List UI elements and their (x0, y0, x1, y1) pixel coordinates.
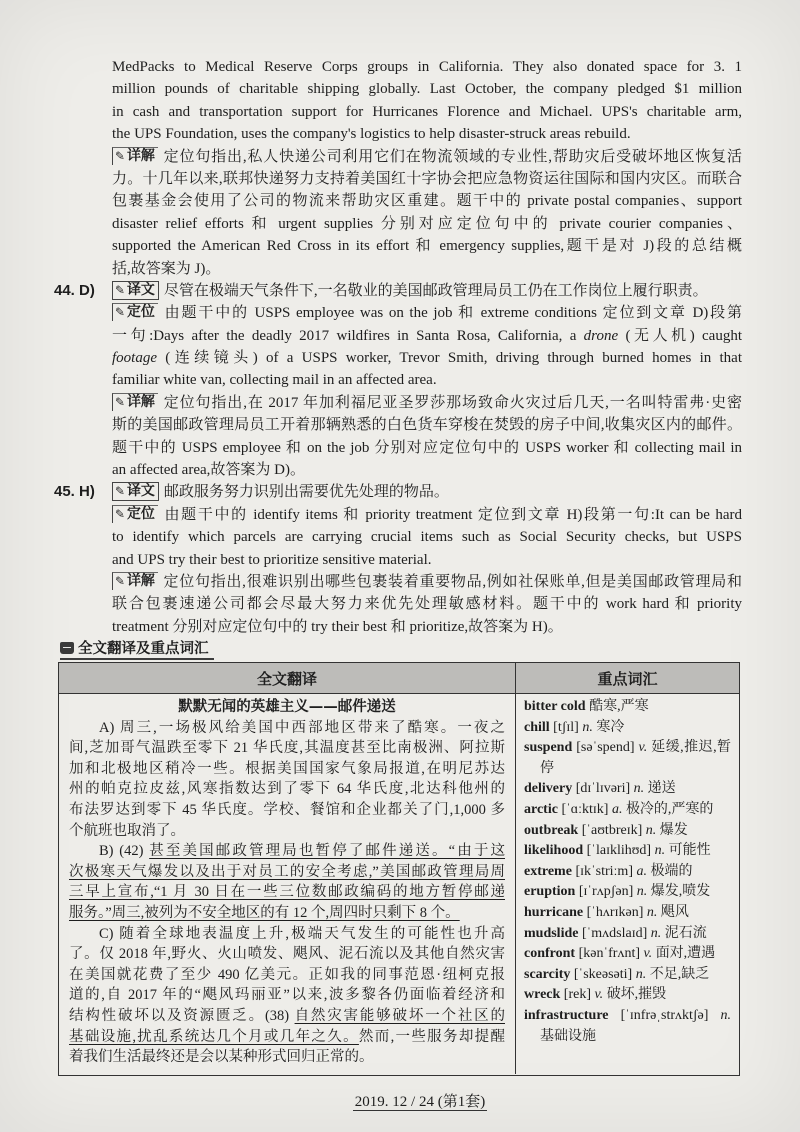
explanation-text: supported the American Red Cross in its effort 和 emergency supplies,题干是对 J)段的总结概 (112, 238, 742, 255)
vocab-entry (524, 944, 731, 965)
explanation-label (112, 572, 158, 590)
explanation-section (112, 146, 742, 280)
vocab-meaning: 寒冷 (596, 719, 625, 735)
vocab-meaning: 泥石流 (664, 925, 707, 941)
answer-number: 44. D) (54, 281, 95, 299)
explanation-section (112, 571, 742, 638)
location-text: to identify which parcels are carrying crucial items such as Social Security checks, but USPS (112, 529, 742, 546)
location-label-text: 定位 (126, 304, 155, 321)
vocab-word: scarcity (524, 966, 571, 982)
translation-text: 着我们生活最终还是会以某种形式回归正常的。 (69, 1049, 374, 1066)
vocab-meaning: 酷寒,严寒 (589, 699, 649, 714)
explanation-line (112, 593, 742, 615)
vocab-column (515, 694, 739, 1074)
translation-text: 自然灾害能够破坏一个社区的 (294, 1007, 505, 1024)
vocab-pos: a. (636, 863, 647, 879)
explanation-text: treatment 分别对应定位句中的 try their best 和 prioritize,故答案为 H)。 (112, 618, 563, 635)
explanation-text: 括,故答案为 J)。 (112, 260, 221, 277)
vocab-ipa: [rek] (563, 987, 591, 1003)
translation-section (112, 481, 742, 503)
vocab-meaning: 爆发 (659, 822, 688, 838)
translation-line (69, 924, 505, 945)
translation-line (69, 1047, 505, 1068)
location-label (112, 505, 158, 523)
translation-text: 基础设施,扰乱系统达几个月或几年之久。 (69, 1028, 359, 1045)
translation-line (69, 800, 505, 821)
translation-line (69, 944, 505, 965)
translation-line (69, 759, 505, 780)
translation-column-header: 全文翻译 (256, 669, 317, 688)
vocab-meaning: 面对,遭遇 (655, 946, 716, 962)
location-text: (无人机) caught (618, 327, 742, 344)
vocab-entry (524, 697, 731, 718)
vocab-meaning: 极冷的,严寒的 (625, 801, 714, 817)
explanation-line (112, 437, 742, 459)
vocab-ipa: [ˈɑːktɪk] (561, 801, 609, 817)
vocab-pos: n. (654, 843, 666, 859)
vocab-entry (524, 841, 731, 862)
vocab-entry (524, 779, 731, 800)
vocab-entry (524, 965, 731, 986)
vocab-ipa: [dɪˈlɪvəri] (575, 781, 631, 797)
translation-label (112, 281, 159, 300)
translation-vocab-table (58, 662, 740, 1076)
translation-line (69, 841, 505, 862)
vocab-ipa: [ɪkˈstriːm] (575, 863, 633, 879)
vocab-ipa: [ˈɪnfrəˌstrʌktʃə] (620, 1007, 709, 1023)
location-line (112, 369, 742, 391)
passage-text: the UPS Foundation, uses the company's logistics to help disaster-struck areas rebuild. (112, 126, 631, 143)
explanation-line (112, 213, 742, 235)
table-body (59, 694, 739, 1074)
vocab-meaning: 延缓,推迟,暂停 (540, 740, 732, 776)
translation-label (112, 482, 159, 501)
vocab-pos: n. (650, 925, 662, 941)
location-label-text: 定位 (126, 505, 155, 522)
location-line (112, 549, 742, 571)
translation-label-text: 译文 (126, 483, 155, 500)
translation-line (69, 903, 505, 924)
explanation-text: 联合包裹速递公司都会尽最大努力来优先处理敏感材料。题干中的 work hard 和 priority (112, 596, 742, 613)
vocab-meaning: 极端的 (650, 863, 693, 879)
vocab-pos: v. (643, 946, 653, 962)
explanation-line (112, 616, 742, 638)
vocab-entry (524, 862, 731, 883)
translation-text: 结构性破坏以及资源匮乏。(38) (69, 1007, 295, 1024)
explanation-line (112, 571, 742, 593)
vocab-entry (524, 800, 731, 821)
explanation-section (112, 392, 742, 482)
translation-text: 次极寒天气爆发以及出于对员工的安全考虑,”美国邮政管理局周 (69, 863, 505, 880)
translation-text: 间,芝加哥气温跌至零下 21 华氏度,其温度甚至比南极洲、阿拉斯 (69, 740, 505, 757)
passage-line (112, 101, 742, 123)
vocab-ipa: [ˈmʌdslaɪd] (581, 925, 648, 941)
explanation-line (112, 190, 742, 212)
translation-line (69, 738, 505, 759)
answer-explanations (54, 56, 742, 638)
explanation-text: 定位句指出,在 2017 年加利福尼亚圣罗莎那场致命火灾过后几天,一名叫特雷弗·史密 (162, 394, 742, 411)
location-section (112, 504, 742, 571)
explanation-label-text: 详解 (126, 572, 155, 589)
page-footer (320, 1090, 520, 1111)
vocab-word: arctic (524, 801, 558, 817)
vocab-word: bitter cold (524, 699, 586, 714)
vocab-pos: n. (720, 1007, 731, 1023)
book-icon (60, 642, 74, 654)
vocab-word: delivery (524, 781, 573, 797)
explanation-label (112, 147, 158, 165)
vocab-word: chill (524, 719, 550, 735)
vocab-entry (524, 903, 731, 924)
explanation-label-text: 详解 (126, 147, 155, 164)
pencil-icon: ✎ (115, 573, 125, 588)
answer-block (54, 280, 742, 482)
explanation-text: 题干中的 USPS employee 和 on the job 分别对应定位句中的 USPS worker 和 collecting mail in (112, 439, 742, 456)
translation-text: B) (42) (99, 843, 150, 860)
explanation-text: disaster relief efforts 和 urgent supplies 分别对应定位句中的 private courier companies、 (112, 215, 742, 232)
vocab-word: wreck (524, 987, 561, 1003)
passage-line (112, 56, 742, 78)
vocab-word: extreme (524, 863, 572, 879)
explanation-text: 力。十几年以来,联邦快递努力支持着美国红十字协会把应急物资运往国际和国内灾区。而联合 (112, 170, 742, 187)
answer-block (112, 146, 742, 280)
passage-text: in cash and transportation support for Hurricanes Florence and Michael. UPS's charitable arm, (112, 103, 742, 120)
explanation-label-text: 详解 (126, 393, 155, 410)
vocab-pos: n. (582, 719, 593, 735)
location-text: 由题干中的 identify items 和 priority treatment 定位到文章 H)段第一句:It can be hard (162, 506, 742, 523)
explanation-line (112, 392, 742, 414)
vocab-entry (524, 924, 731, 945)
vocab-ipa: [ˈlaɪklihʊd] (586, 843, 652, 859)
vocab-ipa: [ˈhʌrɪkən] (586, 904, 644, 920)
location-line (112, 504, 742, 526)
translation-line (112, 481, 742, 503)
vocab-word: eruption (524, 884, 576, 900)
location-line (112, 325, 742, 347)
passage-text: MedPacks to Medical Reserve Corps groups in California. They also donated space for 3. 1 (112, 59, 742, 75)
pencil-icon: ✎ (115, 305, 125, 320)
translation-text: A) 周三,一场极风给美国中西部地区带来了酷寒。一夜之 (99, 719, 505, 736)
vocab-pos: n. (633, 781, 645, 797)
translation-label-text: 译文 (126, 281, 155, 298)
translation-text: 加和北极地区稍冷一些。根据美国国家气象局报道,在明尼苏达 (69, 760, 505, 777)
translation-paragraph (69, 841, 505, 923)
pencil-icon: ✎ (115, 282, 125, 297)
vocab-entry (524, 738, 731, 779)
translation-line (69, 985, 505, 1006)
vocab-entry (524, 985, 731, 1006)
vocab-entry (524, 882, 731, 903)
vocab-ipa: [kənˈfrʌnt] (578, 946, 640, 962)
section-title: 全文翻译及重点词汇 (78, 641, 209, 657)
translation-column (59, 694, 515, 1074)
vocab-word: hurricane (524, 904, 584, 920)
vocab-word: outbreak (524, 822, 579, 838)
vocab-column-header: 重点词汇 (515, 663, 739, 693)
translation-text: 了。仅 2018 年,野火、火山喷发、飓风、泥石流以及其他自然灾害 (69, 946, 505, 963)
passage-tail (112, 56, 742, 146)
translation-line (69, 718, 505, 739)
translation-text: 然而,一些服务却提醒 (358, 1028, 505, 1045)
pencil-icon: ✎ (115, 506, 125, 521)
vocab-meaning: 可能性 (668, 843, 711, 859)
translation-line (69, 1006, 505, 1027)
location-text: (连续镜头) of a USPS worker, Trevor Smith, driving through burned homes in that (157, 350, 742, 367)
pencil-icon: ✎ (115, 148, 125, 163)
vocab-pos: a. (611, 801, 623, 817)
explanation-text: 定位句指出,私人快递公司利用它们在物流领域的专业性,帮助灾后受破坏地区恢复活 (162, 148, 742, 165)
location-text: 一句:Days after the deadly 2017 wildfires in Santa Rosa, California, a (112, 327, 584, 344)
translation-line (69, 862, 505, 883)
location-text: footage (112, 350, 157, 367)
explanation-label (112, 393, 158, 411)
explanation-line (112, 146, 742, 168)
location-section (112, 302, 742, 392)
explanation-line (112, 168, 742, 190)
translation-text: 甚至美国邮政管理局也暂停了邮件递送。“由于这 (149, 843, 505, 860)
vocab-entry (524, 821, 731, 842)
vocab-word: likelihood (524, 843, 584, 859)
translation-text: 邮政服务努力识别出需要优先处理的物品。 (163, 484, 449, 501)
vocab-pos: v. (594, 987, 604, 1003)
vocab-ipa: [ˈaʊtbreɪk] (581, 822, 643, 838)
vocab-meaning: 基础设施 (540, 1028, 596, 1044)
vocab-meaning: 递送 (647, 781, 676, 797)
pencil-icon: ✎ (115, 394, 125, 409)
translation-paragraph (69, 924, 505, 1068)
translation-text: 在美国就花费了至少 490 亿美元。正如我的同事范恩·纽柯克报 (69, 966, 505, 983)
vocab-meaning: 破坏,摧毁 (606, 987, 667, 1003)
vocab-pos: n. (645, 822, 657, 838)
translation-text: 尽管在极端天气条件下,一名敬业的美国邮政管理局员工仍在工作岗位上履行职责。 (163, 282, 708, 299)
translation-line (112, 280, 742, 302)
location-text: and UPS try their best to prioritize sensitive material. (112, 551, 432, 568)
vocab-ipa: [səˈspend] (576, 740, 635, 756)
explanation-line (112, 459, 742, 481)
section-header (60, 637, 214, 660)
translation-paragraph (69, 718, 505, 842)
location-label (112, 303, 158, 321)
explanation-line (112, 235, 742, 257)
location-text: drone (583, 327, 619, 344)
vocab-word: mudslide (524, 925, 579, 941)
translation-line (69, 821, 505, 842)
translation-line (69, 882, 505, 903)
translation-text: 服务。”周三,被列为不安全地区的有 12 个,周四时只剩下 8 个。 (69, 904, 460, 921)
pencil-icon: ✎ (115, 484, 125, 499)
location-line (112, 347, 742, 369)
translation-text: 三早上宣布,“1 月 30 日在一些三位数邮政编码的地方暂停邮递 (69, 884, 505, 901)
translation-line (69, 965, 505, 986)
vocab-meaning: 不足,缺乏 (649, 966, 710, 982)
location-text: 由题干中的 USPS employee was on the job 和 extreme conditions 定位到文章 D)段第 (162, 305, 742, 322)
translation-title: 默默无闻的英雄主义——邮件递送 (178, 699, 396, 715)
vocab-word: confront (524, 946, 576, 962)
translation-section (112, 280, 742, 302)
translation-line (69, 779, 505, 800)
translation-line (69, 1027, 505, 1048)
answer-block (54, 481, 742, 638)
vocab-pos: n. (636, 884, 648, 900)
translation-text: 个航班也取消了。 (69, 822, 185, 839)
translation-text: 州的帕克拉皮兹,风寒指数达到了零下 64 华氏度,北达科他州的 (69, 781, 505, 798)
explanation-text: 定位句指出,很难识别出哪些包裹装着重要物品,例如社保账单,但是美国邮政管理局和 (162, 573, 742, 590)
explanation-text: 斯的美国邮政管理局员工开着那辆熟悉的白色货车穿梭在焚毁的房子中间,收集灾区内的邮件。 (112, 417, 742, 434)
vocab-pos: v. (638, 740, 648, 756)
passage-line (112, 123, 742, 145)
explanation-text: 包裹基金会使用了公司的物流来帮助灾区重建。题干中的 private postal companies、support (112, 193, 742, 210)
translation-text: 布法罗达到零下 45 华氏度。学校、餐馆和企业都关了门,1,000 多 (69, 801, 505, 818)
vocab-ipa: [ˈskeəsəti] (573, 966, 633, 982)
page-number: 2019. 12 / 24 (第1套) (354, 1094, 486, 1110)
vocab-ipa: [tʃɪl] (553, 719, 579, 735)
vocab-entry (524, 718, 731, 739)
location-line (112, 302, 742, 324)
explanation-line (112, 258, 742, 280)
vocab-meaning: 爆发,喷发 (650, 884, 711, 900)
passage-text: million pounds of charitable shipping globally. Last October, the company pledged $1 million (112, 81, 742, 98)
vocab-word: suspend (524, 740, 573, 756)
vocab-ipa: [ɪˈrʌpʃən] (578, 884, 634, 900)
vocab-pos: n. (635, 966, 647, 982)
vocab-meaning: 飓风 (660, 904, 689, 920)
location-line (112, 526, 742, 548)
explanation-text: an affected area,故答案为 D)。 (112, 462, 305, 479)
vocab-pos: n. (646, 904, 658, 920)
location-text: familiar white van, collecting mail in an affected area. (112, 372, 437, 389)
translation-text: C) 随着全球地表温度上升,极端天气发生的可能性也升高 (99, 925, 505, 942)
vocab-entry (524, 1006, 731, 1047)
answer-number: 45. H) (54, 483, 95, 501)
table-header-row (59, 663, 739, 694)
passage-line (112, 78, 742, 100)
translation-text: 道的,自 2017 年的“飓风玛丽亚”以来,波多黎各仍面临着经济和 (69, 987, 505, 1004)
vocab-word: infrastructure (524, 1007, 609, 1023)
explanation-line (112, 414, 742, 436)
